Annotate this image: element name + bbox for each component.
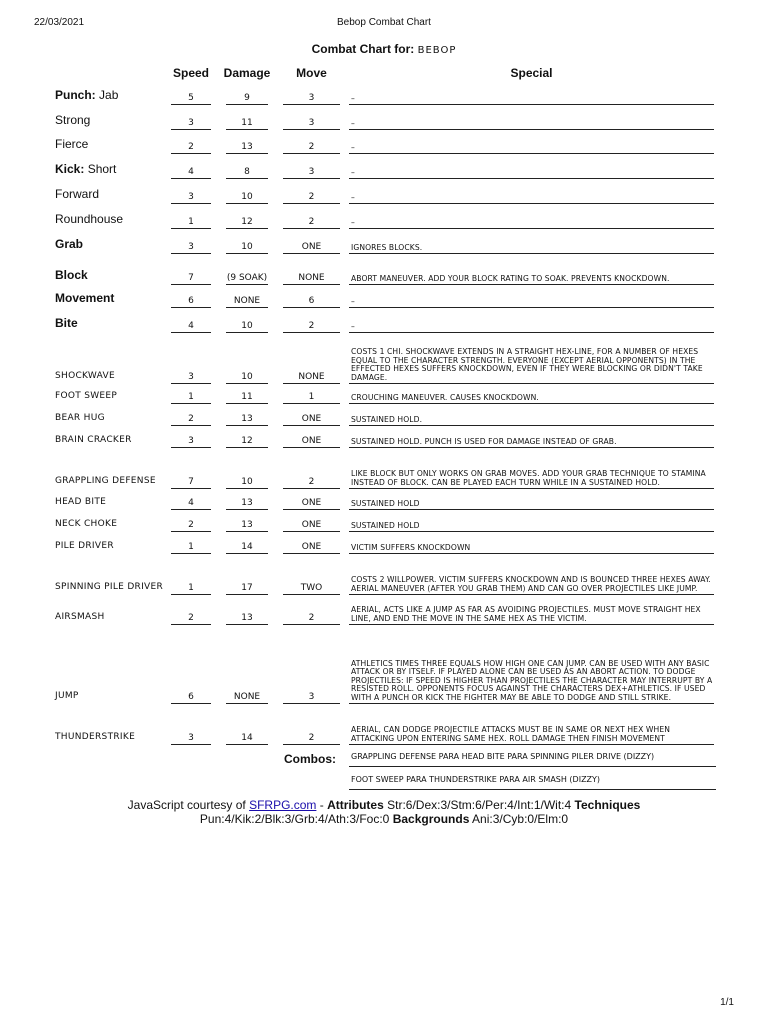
maneuver-name bbox=[55, 212, 123, 226]
damage-value: 10 bbox=[241, 372, 253, 382]
speed-value: 6 bbox=[188, 296, 194, 306]
damage-cell bbox=[226, 516, 268, 532]
special-cell bbox=[349, 410, 714, 426]
move-cell bbox=[283, 289, 340, 308]
special-cell bbox=[349, 111, 714, 130]
special-value: SUSTAINED HOLD. PUNCH IS USED FOR DAMAGE INSTEAD OF GRAB. bbox=[351, 436, 617, 446]
move-value: 2 bbox=[308, 733, 315, 743]
maneuver-label: BRAIN CRACKER bbox=[55, 435, 132, 445]
maneuver-prefix: Kick: bbox=[55, 162, 85, 176]
maneuver-prefix: Block bbox=[55, 268, 88, 282]
print-title: Bebop Combat Chart bbox=[337, 17, 431, 28]
maneuver-name bbox=[55, 691, 79, 701]
maneuver-label: BEAR HUG bbox=[55, 413, 105, 423]
maneuver-name bbox=[55, 612, 105, 622]
speed-value: 3 bbox=[188, 242, 194, 252]
damage-value: NONE bbox=[233, 692, 261, 702]
special-cell bbox=[349, 135, 714, 154]
move-value: ONE bbox=[301, 436, 322, 446]
footer-line-2 bbox=[0, 812, 768, 826]
speed-cell bbox=[171, 185, 211, 204]
damage-cell bbox=[226, 494, 268, 510]
special-value: AERIAL, CAN DODGE PROJECTILE ATTACKS MUST BE IN SAME OR NEXT HEX WHEN ATTACKING UPON ENTERING SAME HEX. ROLL DAMAGE THEN FINISH MOVEMENT bbox=[351, 725, 670, 743]
move-cell bbox=[283, 561, 340, 595]
move-value: 1 bbox=[308, 392, 315, 402]
move-cell bbox=[283, 262, 340, 285]
move-cell bbox=[283, 160, 340, 179]
move-value: 2 bbox=[308, 613, 315, 623]
move-value: 2 bbox=[308, 477, 315, 487]
character-name: BEBOP bbox=[417, 45, 457, 56]
table-row bbox=[0, 160, 768, 178]
table-row bbox=[0, 135, 768, 153]
damage-cell bbox=[226, 600, 268, 625]
damage-cell bbox=[226, 111, 268, 130]
speed-value: 3 bbox=[188, 118, 194, 128]
damage-value: 10 bbox=[241, 192, 253, 202]
table-row bbox=[0, 210, 768, 228]
speed-value: 4 bbox=[188, 167, 194, 177]
maneuver-name bbox=[55, 732, 135, 742]
move-cell bbox=[283, 431, 340, 448]
damage-value: 12 bbox=[241, 436, 253, 446]
speed-cell bbox=[171, 711, 211, 745]
move-value: ONE bbox=[301, 542, 322, 552]
speed-value: 7 bbox=[188, 273, 194, 283]
maneuver-name bbox=[55, 497, 106, 507]
special-value: – bbox=[351, 321, 355, 331]
move-value: ONE bbox=[301, 242, 322, 252]
page-number: 1/1 bbox=[720, 997, 734, 1008]
speed-cell bbox=[171, 160, 211, 179]
damage-value: 10 bbox=[241, 242, 253, 252]
js-courtesy-text: JavaScript courtesy of bbox=[127, 798, 246, 812]
speed-value: 1 bbox=[188, 217, 194, 227]
special-value: SUSTAINED HOLD. bbox=[351, 414, 423, 424]
speed-value: 5 bbox=[188, 93, 194, 103]
maneuver-label: NECK CHOKE bbox=[55, 519, 118, 529]
speed-value: 4 bbox=[188, 498, 194, 508]
special-value: AERIAL, ACTS LIKE A JUMP AS FAR AS AVOIDING PROJECTILES. MUST MOVE STRAIGHT HEX LINE, AND END THE MOVE IN THE SAME HEX AS THE VICTIM. bbox=[351, 605, 701, 623]
damage-value: 9 bbox=[244, 93, 250, 103]
move-value: 3 bbox=[308, 118, 315, 128]
speed-value: 3 bbox=[188, 436, 194, 446]
col-speed-header: Speed bbox=[172, 66, 209, 80]
table-row bbox=[0, 410, 768, 425]
move-cell bbox=[283, 210, 340, 229]
damage-value: 13 bbox=[241, 520, 253, 530]
special-value: – bbox=[351, 142, 355, 152]
special-cell bbox=[349, 314, 714, 333]
speed-cell bbox=[171, 262, 211, 285]
speed-cell bbox=[171, 600, 211, 625]
chart-title-label: Combat Chart for: bbox=[311, 42, 415, 56]
move-cell bbox=[283, 235, 340, 254]
maneuver-prefix: Punch: bbox=[55, 88, 96, 102]
damage-value: (9 SOAK) bbox=[226, 273, 268, 283]
speed-value: 2 bbox=[188, 520, 194, 530]
move-value: 2 bbox=[308, 192, 315, 202]
maneuver-label: Strong bbox=[55, 113, 91, 127]
special-value: – bbox=[351, 217, 355, 227]
maneuver-name bbox=[55, 268, 88, 282]
speed-value: 1 bbox=[188, 542, 194, 552]
special-cell bbox=[349, 160, 714, 179]
move-cell bbox=[283, 410, 340, 426]
damage-cell bbox=[226, 160, 268, 179]
maneuver-label: FOOT SWEEP bbox=[55, 391, 118, 401]
special-value: ATHLETICS TIMES THREE EQUALS HOW HIGH ONE CAN JUMP. CAN BE USED WITH ANY BASIC ATTACK OR BY ITSELF. IF PLAYED ALONE CAN BE USED AS AN ABORT ACTION. TO DODGE PROJECTILES: IF SPEED IS HIGHER THAN PROJECTILES THE CHARACTER MAY INTERRUPT BY A RESISTED ROLL. OPPONENTS FOCUS AGAINST THE CHARACTERS DEX+ATHLETICS. IF USED WITH A PUNCH OR KICK THE FIGHTER MAY BE ABLE TO DODGE AND STILL STRIKE. bbox=[351, 658, 713, 702]
table-row bbox=[0, 339, 768, 383]
special-value: SUSTAINED HOLD bbox=[351, 520, 420, 530]
speed-cell bbox=[171, 210, 211, 229]
maneuver-label: Forward bbox=[55, 187, 100, 201]
damage-cell bbox=[226, 431, 268, 448]
maneuver-prefix: Bite bbox=[55, 316, 78, 330]
maneuver-name bbox=[55, 237, 83, 251]
move-value: NONE bbox=[298, 372, 325, 382]
table-row bbox=[0, 262, 768, 284]
special-cell bbox=[349, 185, 714, 204]
move-cell bbox=[283, 516, 340, 532]
special-cell bbox=[349, 494, 714, 510]
damage-value: 14 bbox=[241, 542, 253, 552]
maneuver-name bbox=[55, 582, 163, 592]
maneuver-prefix: Movement bbox=[55, 291, 115, 305]
maneuver-name bbox=[55, 162, 116, 176]
maneuver-label: Roundhouse bbox=[55, 212, 124, 226]
special-value: LIKE BLOCK BUT ONLY WORKS ON GRAB MOVES. ADD YOUR GRAB TECHNIQUE TO STAMINA INSTEAD OF BLOCK. CAN BE PLAYED EACH TURN WHILE IN A SUSTAINED HOLD. bbox=[351, 469, 706, 487]
maneuver-label: SPINNING PILE DRIVER bbox=[55, 582, 164, 592]
footer-line-1 bbox=[0, 798, 768, 812]
move-cell bbox=[283, 456, 340, 489]
maneuver-name bbox=[55, 371, 115, 381]
damage-value: 11 bbox=[241, 118, 253, 128]
speed-cell bbox=[171, 339, 211, 384]
special-value: SUSTAINED HOLD bbox=[351, 498, 420, 508]
maneuver-name bbox=[55, 137, 88, 151]
maneuver-name bbox=[55, 476, 156, 486]
damage-value: NONE bbox=[233, 296, 261, 306]
damage-value: 10 bbox=[241, 477, 253, 487]
damage-value: 8 bbox=[244, 167, 250, 177]
special-cell bbox=[349, 86, 714, 105]
damage-value: 13 bbox=[241, 414, 253, 424]
special-cell bbox=[349, 538, 714, 554]
special-value: VICTIM SUFFERS KNOCKDOWN bbox=[351, 542, 471, 552]
combos-label: Combos: bbox=[284, 752, 336, 766]
move-cell bbox=[283, 339, 340, 384]
table-row bbox=[0, 314, 768, 332]
backgrounds-value: Ani:3/Cyb:0/Elm:0 bbox=[472, 812, 569, 826]
special-cell bbox=[349, 210, 714, 229]
attributes-label: Attributes bbox=[327, 798, 384, 812]
damage-cell bbox=[226, 185, 268, 204]
speed-cell bbox=[171, 410, 211, 426]
move-value: 3 bbox=[308, 167, 315, 177]
maneuver-name bbox=[55, 316, 78, 330]
move-cell bbox=[283, 711, 340, 745]
move-cell bbox=[283, 86, 340, 105]
special-cell bbox=[349, 431, 714, 448]
special-value: COSTS 1 CHI. SHOCKWAVE EXTENDS IN A STRAIGHT HEX-LINE, FOR A NUMBER OF HEXES EQUAL TO THE CHARACTER STRENGTH. EVERYONE (EXCEPT AERIAL OPPONENTS) IN THE EFFECTED HEXES SUFFERS KNOCKDOWN, EVEN IF THEY WERE BLOCKING OR DIDN'T TAKE DAMAGE. bbox=[351, 347, 703, 382]
move-cell bbox=[283, 494, 340, 510]
damage-cell bbox=[226, 314, 268, 333]
damage-value: 13 bbox=[241, 613, 253, 623]
speed-cell bbox=[171, 632, 211, 704]
move-cell bbox=[283, 389, 340, 404]
damage-cell bbox=[226, 210, 268, 229]
speed-value: 3 bbox=[188, 192, 194, 202]
speed-cell bbox=[171, 314, 211, 333]
maneuver-prefix: Grab bbox=[55, 237, 84, 251]
maneuver-label: GRAPPLING DEFENSE bbox=[55, 476, 156, 486]
move-value: ONE bbox=[301, 520, 322, 530]
speed-cell bbox=[171, 111, 211, 130]
table-row bbox=[0, 600, 768, 624]
speed-value: 1 bbox=[188, 392, 194, 402]
move-cell bbox=[283, 632, 340, 704]
maneuver-name bbox=[55, 291, 114, 305]
maneuver-label: Fierce bbox=[55, 137, 89, 151]
table-row bbox=[0, 235, 768, 253]
move-cell bbox=[283, 111, 340, 130]
speed-value: 2 bbox=[188, 613, 194, 623]
special-value: – bbox=[351, 192, 355, 202]
damage-cell bbox=[226, 711, 268, 745]
maneuver-name bbox=[55, 113, 90, 127]
chart-title bbox=[0, 42, 768, 56]
move-value: ONE bbox=[301, 498, 322, 508]
speed-cell bbox=[171, 538, 211, 554]
table-row bbox=[0, 538, 768, 553]
move-value: 6 bbox=[308, 296, 315, 306]
move-cell bbox=[283, 538, 340, 554]
special-cell bbox=[349, 561, 714, 595]
maneuver-label: PILE DRIVER bbox=[55, 541, 114, 551]
move-value: NONE bbox=[298, 273, 325, 283]
maneuver-label: SHOCKWAVE bbox=[55, 371, 115, 381]
special-cell bbox=[349, 389, 714, 404]
move-value: 3 bbox=[308, 692, 315, 702]
maneuver-label: Short bbox=[87, 162, 117, 176]
maneuver-label: Jab bbox=[99, 88, 119, 102]
move-cell bbox=[283, 135, 340, 154]
speed-cell bbox=[171, 135, 211, 154]
damage-value: 11 bbox=[241, 392, 253, 402]
speed-value: 2 bbox=[188, 142, 194, 152]
special-value: – bbox=[351, 118, 355, 128]
speed-value: 6 bbox=[188, 692, 194, 702]
move-value: 2 bbox=[308, 321, 315, 331]
damage-cell bbox=[226, 561, 268, 595]
maneuver-name bbox=[55, 435, 132, 445]
maneuver-name bbox=[55, 88, 118, 102]
special-value: CROUCHING MANEUVER. CAUSES KNOCKDOWN. bbox=[351, 392, 539, 402]
table-row bbox=[0, 632, 768, 703]
print-date: 22/03/2021 bbox=[34, 17, 85, 28]
speed-value: 1 bbox=[188, 583, 194, 593]
maneuver-name bbox=[55, 413, 105, 423]
special-cell bbox=[349, 235, 714, 254]
damage-value: 10 bbox=[241, 321, 253, 331]
table-row bbox=[0, 111, 768, 129]
damage-cell bbox=[226, 389, 268, 404]
speed-cell bbox=[171, 235, 211, 254]
backgrounds-label: Backgrounds bbox=[392, 812, 470, 826]
speed-cell bbox=[171, 516, 211, 532]
damage-value: 14 bbox=[241, 733, 253, 743]
move-cell bbox=[283, 600, 340, 625]
move-cell bbox=[283, 314, 340, 333]
table-row bbox=[0, 516, 768, 531]
speed-value: 3 bbox=[188, 733, 194, 743]
maneuver-label: HEAD BITE bbox=[55, 497, 107, 507]
speed-value: 2 bbox=[188, 414, 194, 424]
speed-cell bbox=[171, 494, 211, 510]
special-value: – bbox=[351, 167, 355, 177]
table-row bbox=[0, 494, 768, 509]
maneuver-name bbox=[55, 541, 114, 551]
maneuver-label: AIRSMASH bbox=[55, 612, 105, 622]
damage-value: 12 bbox=[241, 217, 253, 227]
table-row bbox=[0, 185, 768, 203]
special-cell bbox=[349, 456, 714, 489]
damage-cell bbox=[226, 135, 268, 154]
techniques-label: Techniques bbox=[574, 798, 641, 812]
speed-cell bbox=[171, 456, 211, 489]
special-cell bbox=[349, 632, 714, 704]
damage-value: 13 bbox=[241, 498, 253, 508]
special-cell bbox=[349, 289, 714, 308]
speed-cell bbox=[171, 389, 211, 404]
move-value: 2 bbox=[308, 142, 315, 152]
damage-cell bbox=[226, 339, 268, 384]
speed-cell bbox=[171, 289, 211, 308]
col-special-header: Special bbox=[510, 66, 553, 80]
special-cell bbox=[349, 516, 714, 532]
special-value: ABORT MANEUVER. ADD YOUR BLOCK RATING TO SOAK. PREVENTS KNOCKDOWN. bbox=[351, 273, 670, 283]
table-row bbox=[0, 456, 768, 488]
col-move-header: Move bbox=[296, 66, 327, 80]
special-cell bbox=[349, 339, 714, 384]
techniques-value: Pun:4/Kik:2/Blk:3/Grb:4/Ath:3/Foc:0 bbox=[199, 812, 390, 826]
special-value: IGNORES BLOCKS. bbox=[351, 242, 423, 252]
special-cell bbox=[349, 711, 714, 745]
footer-dash: - bbox=[319, 798, 324, 812]
combo-item-2: FOOT SWEEP PARA THUNDERSTRIKE PARA AIR SMASH (DIZZY) bbox=[349, 775, 716, 790]
damage-cell bbox=[226, 456, 268, 489]
special-value: COSTS 2 WILLPOWER. VICTIM SUFFERS KNOCKDOWN AND IS BOUNCED THREE HEXES AWAY. AERIAL MANEUVER (AFTER YOU GRAB THEM) AND CAN GO OVER PROJECTILES LIKE JUMP. bbox=[351, 575, 711, 593]
special-cell bbox=[349, 600, 714, 625]
move-value: 2 bbox=[308, 217, 315, 227]
special-value: – bbox=[351, 93, 355, 103]
table-row bbox=[0, 711, 768, 744]
col-damage-header: Damage bbox=[223, 66, 271, 80]
special-cell bbox=[349, 262, 714, 285]
speed-value: 4 bbox=[188, 321, 194, 331]
speed-value: 7 bbox=[188, 477, 194, 487]
move-cell bbox=[283, 185, 340, 204]
table-row bbox=[0, 561, 768, 594]
move-value: ONE bbox=[301, 414, 322, 424]
table-row bbox=[0, 86, 768, 104]
damage-cell bbox=[226, 632, 268, 704]
sfrpg-link[interactable]: SFRPG.com bbox=[249, 798, 317, 812]
maneuver-label: JUMP bbox=[55, 691, 79, 701]
speed-cell bbox=[171, 561, 211, 595]
table-row bbox=[0, 289, 768, 307]
maneuver-name bbox=[55, 519, 117, 529]
speed-value: 3 bbox=[188, 372, 194, 382]
damage-value: 13 bbox=[241, 142, 253, 152]
table-row bbox=[0, 389, 768, 403]
speed-cell bbox=[171, 86, 211, 105]
damage-cell bbox=[226, 289, 268, 308]
damage-value: 17 bbox=[241, 583, 253, 593]
damage-cell bbox=[226, 86, 268, 105]
maneuver-name bbox=[55, 187, 99, 201]
move-value: 3 bbox=[308, 93, 315, 103]
damage-cell bbox=[226, 538, 268, 554]
damage-cell bbox=[226, 235, 268, 254]
speed-cell bbox=[171, 431, 211, 448]
damage-cell bbox=[226, 410, 268, 426]
combo-item-1: GRAPPLING DEFENSE PARA HEAD BITE PARA SPINNING PILER DRIVE (DIZZY) bbox=[349, 752, 716, 767]
special-value: – bbox=[351, 296, 355, 306]
attributes-value: Str:6/Dex:3/Stm:6/Per:4/Int:1/Wit:4 bbox=[387, 798, 572, 812]
maneuver-label: THUNDERSTRIKE bbox=[55, 732, 136, 742]
damage-cell bbox=[226, 262, 268, 285]
move-value: TWO bbox=[300, 583, 323, 593]
table-row bbox=[0, 431, 768, 447]
maneuver-name bbox=[55, 391, 117, 401]
